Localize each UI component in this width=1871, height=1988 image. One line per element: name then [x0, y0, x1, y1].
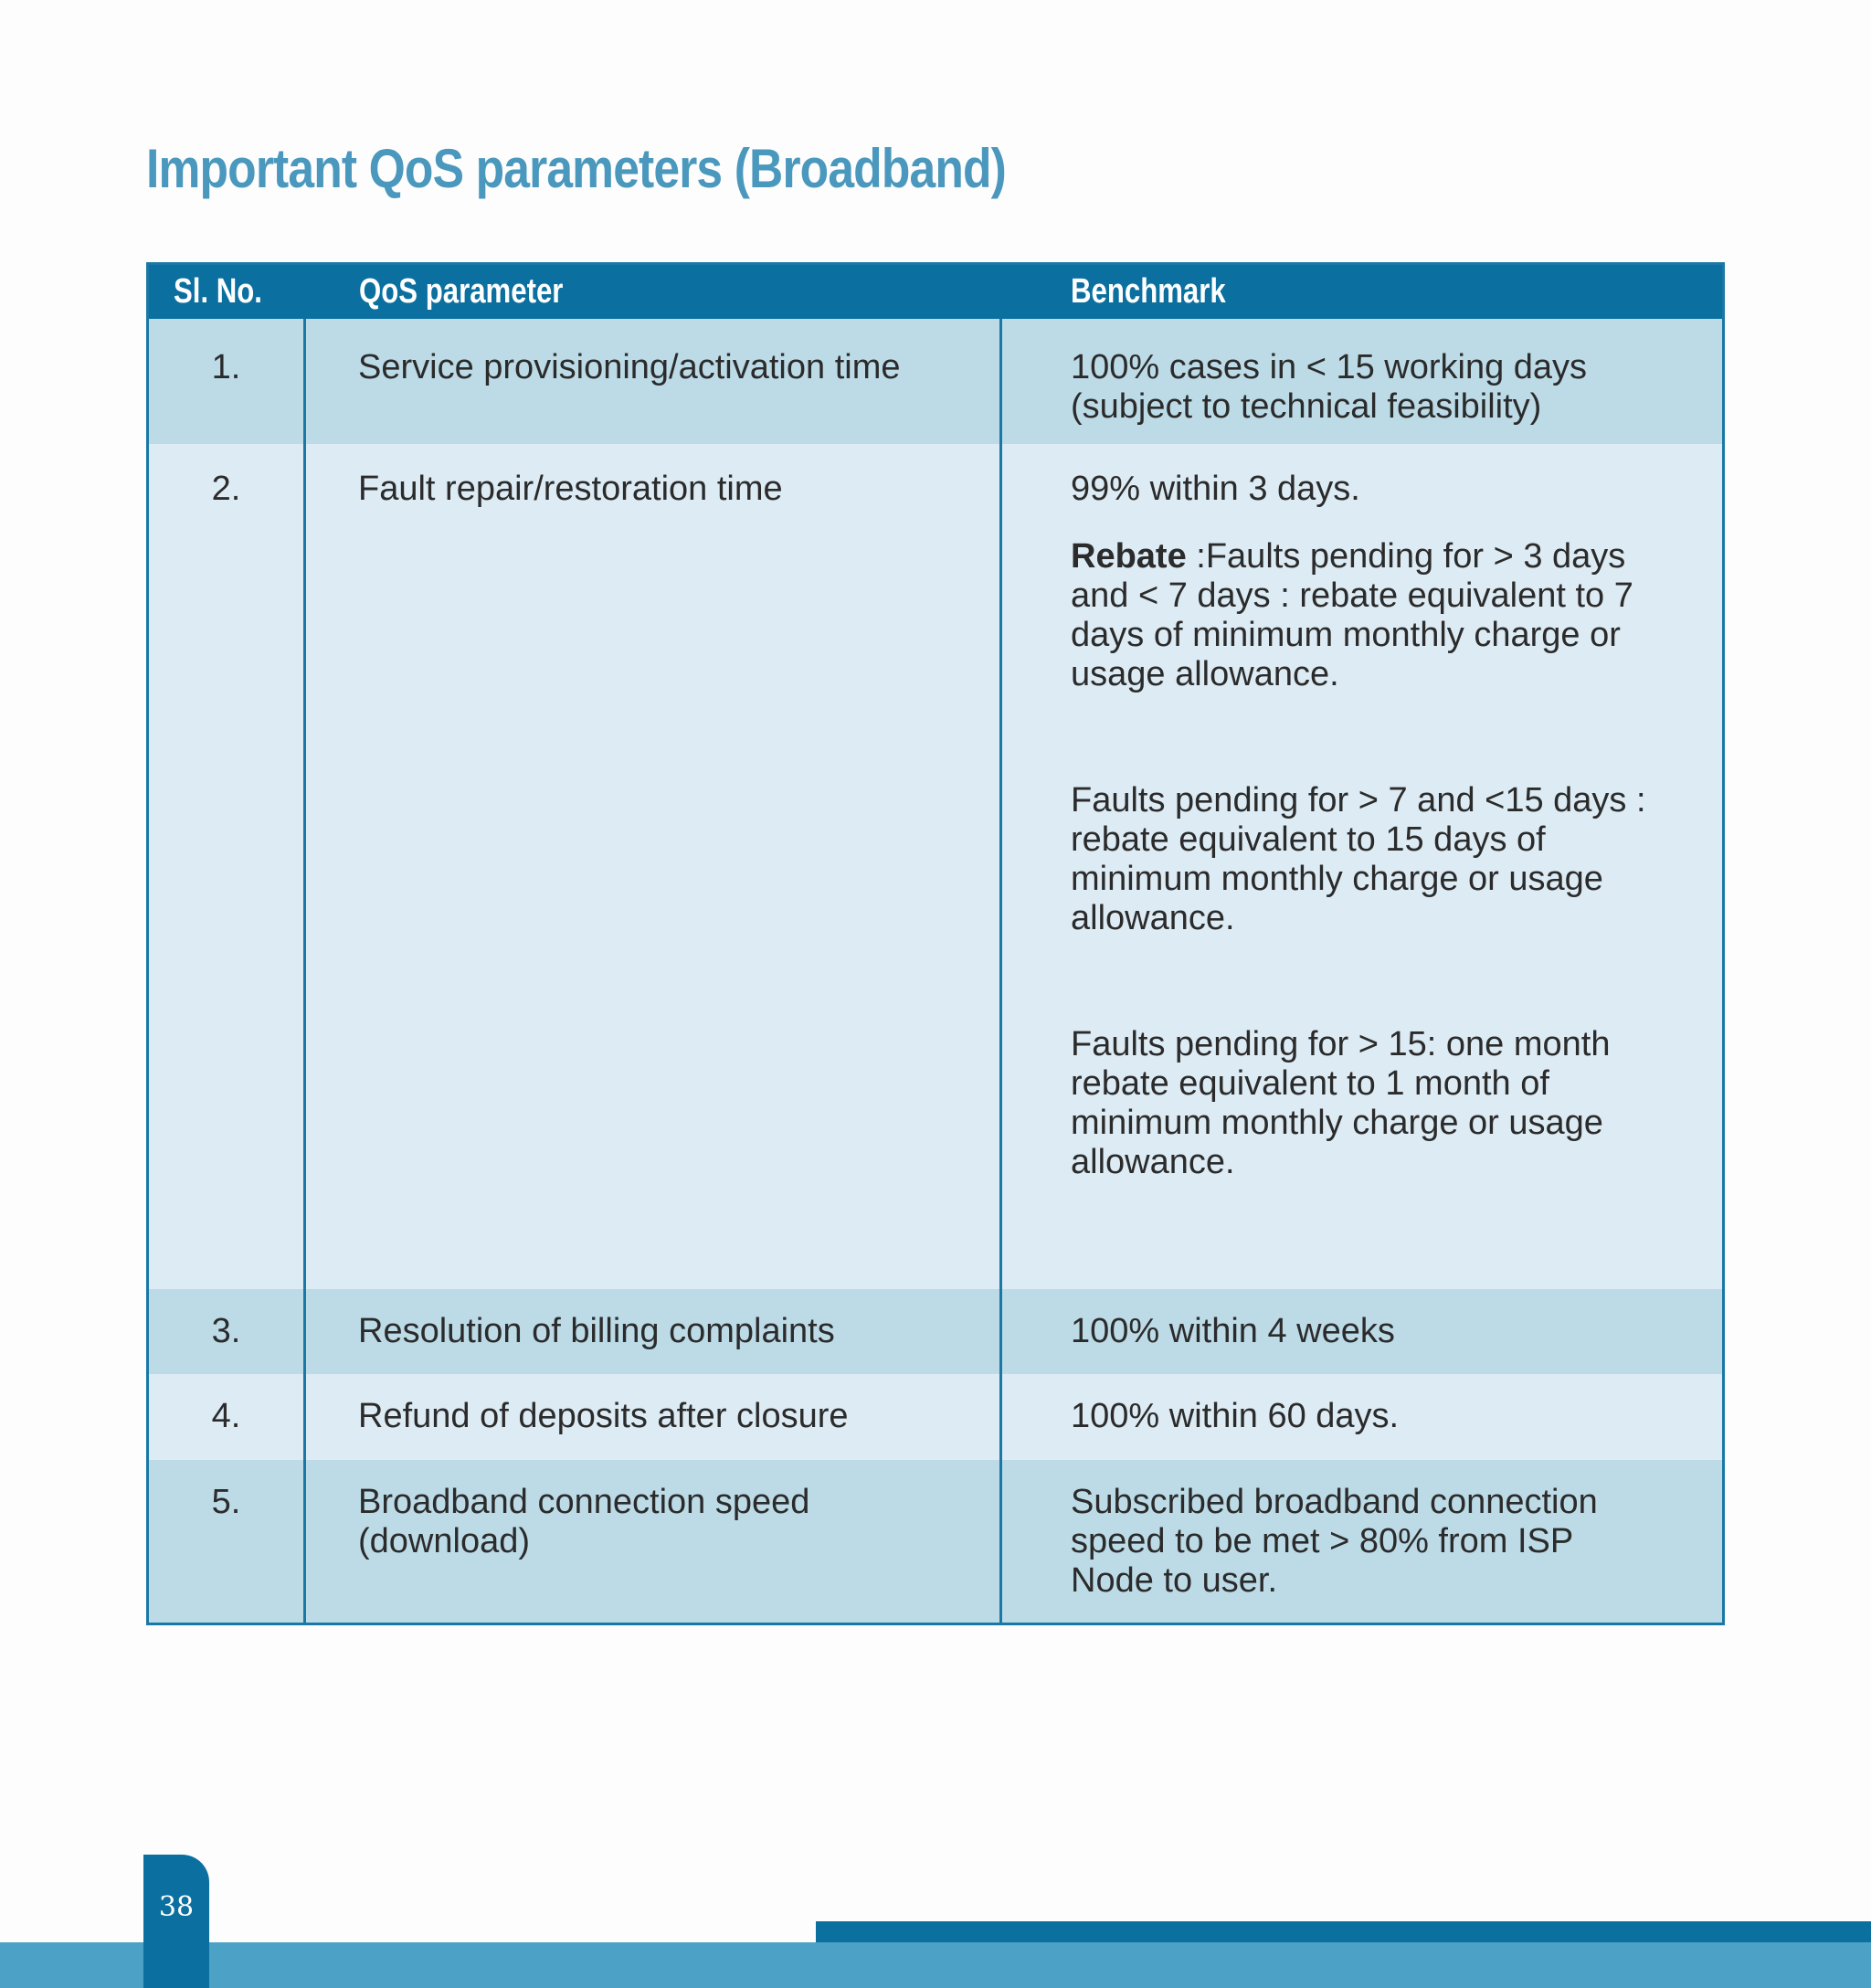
qos-parameter: Fault repair/restoration time: [306, 444, 1002, 1289]
table-row: [149, 1289, 1722, 1374]
qos-parameter: Broadband connection speed (download): [306, 1460, 1002, 1623]
page-title: Important QoS parameters (Broadband): [146, 138, 1006, 199]
footer-accent-bar: [816, 1921, 1871, 1942]
header-sl-no: Sl. No.: [173, 272, 262, 311]
rebate-paragraph: [1071, 537, 1649, 694]
row-number: 3.: [149, 1289, 306, 1374]
table-row: [149, 444, 1722, 1289]
benchmark: 100% within 4 weeks: [1071, 1312, 1395, 1350]
qos-parameter: Service provisioning/activation time: [306, 319, 1002, 444]
table-row: [149, 1460, 1722, 1623]
table-row: [149, 319, 1722, 444]
benchmark: Subscribed broadband connection speed to be met > 80% from ISP Node to user.: [1071, 1483, 1598, 1600]
table-row: [149, 1374, 1722, 1460]
benchmark: 100% cases in < 15 working days (subject to technical feasibility): [1071, 348, 1588, 426]
rebate-tier-3: Faults pending for > 15: one month rebate equivalent to 1 month of minimum monthly charge or usage allowance.: [1071, 1025, 1611, 1181]
row-number: 5.: [149, 1460, 306, 1623]
qos-parameter: Resolution of billing complaints: [306, 1289, 1002, 1374]
benchmark-main: 99% within 3 days.: [1071, 470, 1360, 508]
row-number: 1.: [149, 319, 306, 444]
rebate-label: Rebate: [1071, 537, 1187, 576]
page-number: 38: [158, 1891, 195, 1923]
row-number: 4.: [149, 1374, 306, 1460]
header-benchmark: Benchmark: [1071, 272, 1226, 311]
qos-table: [146, 262, 1725, 1625]
footer-strip: [0, 1942, 1871, 1988]
row-number: 2.: [149, 444, 306, 1289]
rebate-tier-2: Faults pending for > 7 and <15 days : rebate equivalent to 15 days of minimum monthly charge or usage allowance.: [1071, 781, 1646, 937]
table-header-row: [149, 265, 1722, 319]
qos-parameter: Refund of deposits after closure: [306, 1374, 1002, 1460]
benchmark: 100% within 60 days.: [1071, 1397, 1400, 1435]
benchmark: [1002, 444, 1722, 1289]
rebate-text: :Faults pending for > 3 days and < 7 days : rebate equivalent to 7 days of minimum monthly charge or usage allowance.: [1071, 537, 1633, 693]
header-qos-parameter: QoS parameter: [359, 272, 564, 311]
